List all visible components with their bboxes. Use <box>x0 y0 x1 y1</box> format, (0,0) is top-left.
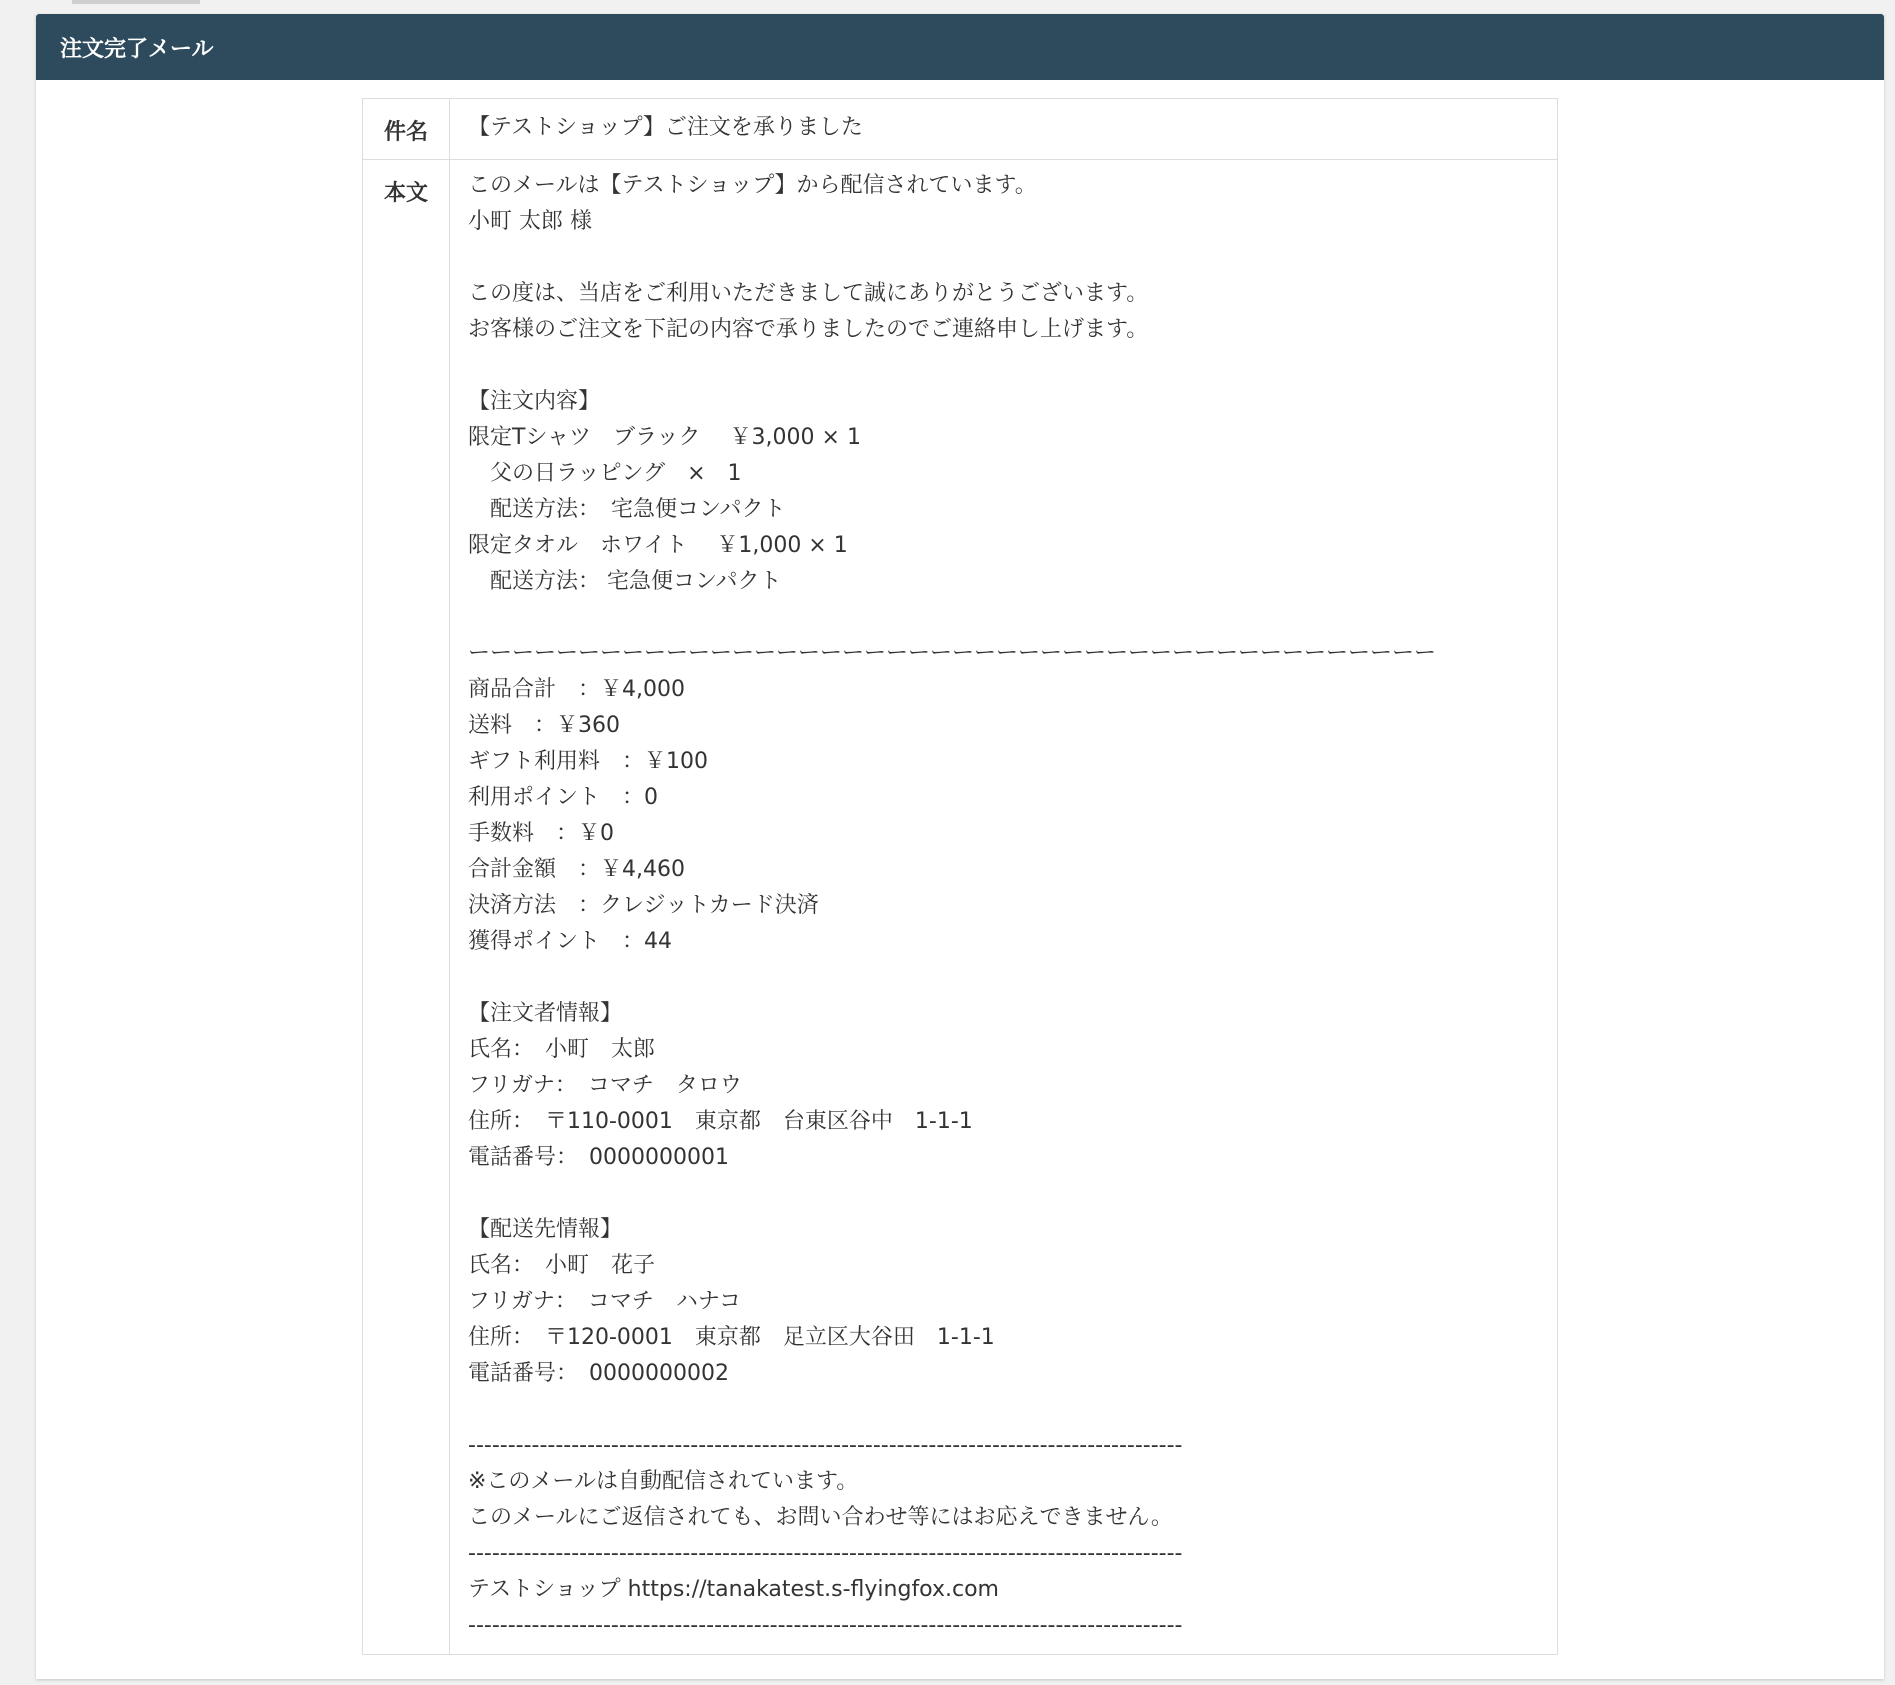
body-line: 父の日ラッピング × 1 <box>468 461 742 486</box>
panel-header <box>36 14 1884 80</box>
mail-table <box>362 98 1558 1655</box>
body-line: 住所： 〒110-0001 東京都 台東区谷中 1-1-1 <box>468 1109 973 1134</box>
body-line: ※このメールは自動配信されています。 <box>468 1469 859 1494</box>
body-line: お客様のご注文を下記の内容で承りましたのでご連絡申し上げます。 <box>468 317 1149 342</box>
body-line: ギフト利用料 ：￥100 <box>468 749 708 774</box>
body-line: 配送方法： 宅急便コンパクト <box>468 569 782 594</box>
body-line: 商品合計 ：￥4,000 <box>468 677 685 702</box>
body-line <box>468 240 1539 276</box>
body-line: 限定Tシャツ ブラック ￥3,000 × 1 <box>468 425 861 450</box>
body-line: ------------------------------------------------------------------------------------------ <box>468 1613 1183 1638</box>
body-line <box>468 1176 1539 1212</box>
panel-title: 注文完了メール <box>60 36 214 62</box>
body-line: ------------------------------------------------------------------------------------------ <box>468 1433 1183 1458</box>
body-line: 【注文内容】 <box>468 389 601 414</box>
body-line: この度は、当店をご利用いただきまして誠にありがとうございます。 <box>468 281 1149 306</box>
body-line: 氏名： 小町 太郎 <box>468 1037 656 1062</box>
body-line: 合計金額 ：￥4,460 <box>468 857 685 882</box>
body-line: 【配送先情報】 <box>468 1217 623 1242</box>
top-tab-indicator <box>72 0 200 4</box>
mail-preview-panel <box>36 14 1884 1679</box>
body-line: ーーーーーーーーーーーーーーーーーーーーーーーーーーーーーーーーーーーーーーーーーーーー <box>468 641 1437 666</box>
body-line: フリガナ： コマチ ハナコ <box>468 1289 742 1314</box>
body-line <box>468 600 1539 636</box>
body-label: 本文 <box>363 160 450 1655</box>
body-line: 獲得ポイント ：44 <box>468 929 672 954</box>
body-line: 【注文者情報】 <box>468 1001 623 1026</box>
body-line: このメールは【テストショップ】から配信されています。 <box>468 173 1037 198</box>
body-line <box>468 1392 1539 1428</box>
body-row <box>363 160 1558 1655</box>
subject-row <box>363 99 1558 160</box>
body-line: 利用ポイント ：0 <box>468 785 658 810</box>
body-line <box>468 960 1539 996</box>
body-line <box>468 348 1539 384</box>
body-line: フリガナ： コマチ タロウ <box>468 1073 742 1098</box>
subject-label: 件名 <box>363 99 450 160</box>
body-line: ------------------------------------------------------------------------------------------ <box>468 1541 1183 1566</box>
body-line: テストショップ https://tanakatest.s-flyingfox.com <box>468 1577 999 1602</box>
subject-text: 【テストショップ】ご注文を承りました <box>468 115 863 140</box>
body-line: 限定タオル ホワイト ￥1,000 × 1 <box>468 533 848 558</box>
body-line: 配送方法： 宅急便コンパクト <box>468 497 786 522</box>
body-line: 送料 ：￥360 <box>468 713 620 738</box>
body-line: 手数料 ：￥0 <box>468 821 614 846</box>
body-line: 小町 太郎 様 <box>468 209 592 234</box>
body-line: 決済方法 ：クレジットカード決済 <box>468 893 819 918</box>
body-line: 電話番号： 0000000002 <box>468 1361 729 1386</box>
body-line: 住所： 〒120-0001 東京都 足立区大谷田 1-1-1 <box>468 1325 995 1350</box>
body-line: 氏名： 小町 花子 <box>468 1253 656 1278</box>
body-line: 電話番号： 0000000001 <box>468 1145 729 1170</box>
body-cell <box>450 160 1558 1655</box>
body-line: このメールにご返信されても、お問い合わせ等にはお応えできません。 <box>468 1505 1173 1530</box>
subject-cell <box>450 99 1558 160</box>
